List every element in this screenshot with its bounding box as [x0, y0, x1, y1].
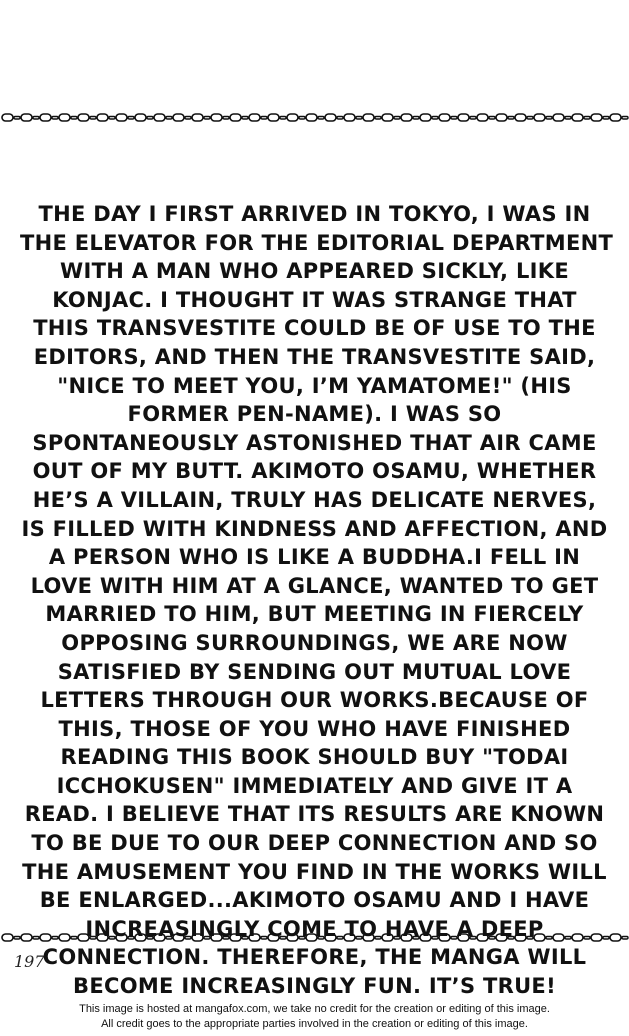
chain-link — [534, 934, 545, 941]
chain-link — [242, 117, 248, 120]
chain-link — [508, 937, 514, 940]
chain-link — [413, 937, 419, 940]
chain-link — [546, 117, 552, 120]
chain-link — [21, 934, 32, 941]
chain-link — [128, 937, 134, 940]
chain-link — [318, 937, 324, 940]
chain-divider-top — [0, 108, 629, 128]
chain-link — [204, 937, 210, 940]
body-line: HE’S A VILLAIN, TRULY HAS DELICATE NERVES, — [32, 487, 597, 512]
body-line: A PERSON WHO IS LIKE A BUDDHA.I FELL IN — [48, 545, 581, 570]
body-line: BECOME INCREASINGLY FUN. IT’S TRUE! — [73, 974, 556, 999]
chain-link — [565, 117, 571, 120]
chain-link — [90, 117, 96, 120]
chain-link — [325, 114, 336, 121]
chain-link — [325, 934, 336, 941]
chain-link — [489, 937, 495, 940]
chain-link — [261, 937, 267, 940]
chain-link — [154, 114, 165, 121]
chain-link — [128, 117, 134, 120]
chain-link — [477, 114, 488, 121]
chain-link — [14, 117, 20, 120]
chain-link — [622, 117, 628, 120]
body-line: INCREASINGLY COME TO HAVE A DEEP — [85, 916, 544, 941]
chain-link — [211, 934, 222, 941]
chain-link — [420, 934, 431, 941]
chain-link — [515, 114, 526, 121]
chain-link — [318, 117, 324, 120]
body-line: READING THIS BOOK SHOULD BUY "TODAI — [60, 745, 569, 770]
body-line: OPPOSING SURROUNDINGS, WE ARE NOW — [61, 630, 568, 655]
body-line: TO BE DUE TO OUR DEEP CONNECTION AND SO — [31, 831, 598, 856]
chain-link — [356, 937, 362, 940]
chain-link — [185, 937, 191, 940]
chain-link — [477, 934, 488, 941]
chain-link — [135, 114, 146, 121]
chain-link — [223, 117, 229, 120]
chain-link — [40, 934, 51, 941]
chain-link — [534, 114, 545, 121]
chain-link — [78, 114, 89, 121]
chain-link — [78, 934, 89, 941]
body-line: THE DAY I FIRST ARRIVED IN TOKYO, I WAS IN — [38, 202, 591, 226]
body-line: THE AMUSEMENT YOU FIND IN THE WORKS WILL — [22, 859, 607, 884]
chain-link — [591, 114, 602, 121]
chain-link — [109, 937, 115, 940]
chain-link — [173, 114, 184, 121]
chain-link — [622, 937, 628, 940]
chain-link — [470, 937, 476, 940]
chain-link — [432, 117, 438, 120]
chain-link — [242, 937, 248, 940]
chain-link — [515, 934, 526, 941]
chain-link — [135, 934, 146, 941]
chain-link — [192, 934, 203, 941]
chain-link — [401, 114, 412, 121]
chain-link — [458, 114, 469, 121]
chain-link — [52, 117, 58, 120]
chain-link — [173, 934, 184, 941]
body-line: READ. I BELIEVE THAT ITS RESULTS ARE KNOWN — [24, 802, 605, 827]
chain-link — [496, 934, 507, 941]
body-line: THE ELEVATOR FOR THE EDITORIAL DEPARTMENT — [20, 230, 614, 255]
chain-link — [52, 937, 58, 940]
chain-link — [375, 117, 381, 120]
chain-link — [71, 117, 77, 120]
chain-link — [439, 114, 450, 121]
chain-link — [154, 934, 165, 941]
chain-link — [572, 114, 583, 121]
chain-link — [572, 934, 583, 941]
chain-link — [496, 114, 507, 121]
chain-link — [470, 117, 476, 120]
chain-link — [553, 114, 564, 121]
chain-link — [230, 934, 241, 941]
credit-line: This image is hosted at mangafox.com, we take no credit for the creation or editing of this image. — [79, 1003, 550, 1015]
chain-link — [527, 937, 533, 940]
chain-link — [14, 937, 20, 940]
chain-link — [147, 117, 153, 120]
chain-link — [40, 114, 51, 121]
chain-link — [591, 934, 602, 941]
chain-link — [306, 114, 317, 121]
chain-link — [116, 934, 127, 941]
chain-link — [268, 934, 279, 941]
chain-link — [394, 937, 400, 940]
chain-link — [33, 117, 39, 120]
body-line: FORMER PEN-NAME). I WAS SO — [127, 402, 502, 427]
chain-link — [363, 934, 374, 941]
body-line: BE ENLARGED...AKIMOTO OSAMU AND I HAVE — [39, 888, 590, 913]
chain-link — [147, 937, 153, 940]
chain-link — [584, 117, 590, 120]
body-line: THIS, THOSE OF YOU WHO HAVE FINISHED — [58, 716, 571, 741]
chain-link — [97, 934, 108, 941]
chain-link — [90, 937, 96, 940]
chain-link — [2, 114, 13, 121]
chain-link — [299, 117, 305, 120]
body-line: SPONTANEOUSLY ASTONISHED THAT AIR CAME — [32, 430, 597, 455]
chain-link — [356, 117, 362, 120]
chain-link — [489, 117, 495, 120]
chain-link — [299, 937, 305, 940]
body-line: MARRIED TO HIM, BUT MEETING IN FIERCELY — [45, 602, 584, 627]
chain-link — [553, 934, 564, 941]
chain-link — [337, 937, 343, 940]
chain-link — [382, 114, 393, 121]
chain-link — [610, 934, 621, 941]
body-line: EDITORS, AND THEN THE TRANSVESTITE SAID, — [33, 344, 596, 369]
chain-link — [280, 117, 286, 120]
chain-link — [451, 117, 457, 120]
chain-link — [363, 114, 374, 121]
chain-link — [223, 937, 229, 940]
chain-link — [420, 114, 431, 121]
chain-link — [192, 114, 203, 121]
chain-link — [306, 934, 317, 941]
chain-link — [21, 114, 32, 121]
chain-link — [337, 117, 343, 120]
chain-link — [166, 937, 172, 940]
chain-link — [451, 937, 457, 940]
chain-link — [439, 934, 450, 941]
body-line: SATISFIED BY SENDING OUT MUTUAL LOVE — [57, 659, 572, 684]
chain-link — [59, 934, 70, 941]
chain-link — [2, 934, 13, 941]
chain-link — [565, 937, 571, 940]
chain-link — [280, 937, 286, 940]
chain-link — [287, 114, 298, 121]
chain-link — [344, 114, 355, 121]
chain-link — [97, 114, 108, 121]
chain-link — [382, 934, 393, 941]
chain-link — [610, 114, 621, 121]
body-line: THIS TRANSVESTITE COULD BE OF USE TO THE — [33, 316, 596, 341]
body-line: OUT OF MY BUTT. AKIMOTO OSAMU, WHETHER — [32, 459, 597, 484]
chain-link — [394, 117, 400, 120]
body-text — [20, 200, 614, 1001]
chain-link — [166, 117, 172, 120]
page-number: 197 — [14, 952, 45, 971]
chain-link — [527, 117, 533, 120]
chain-link — [116, 114, 127, 121]
chain-link — [71, 937, 77, 940]
body-line: LETTERS THROUGH OUR WORKS.BECAUSE OF — [40, 688, 589, 713]
body-line: "NICE TO MEET YOU, I’M YAMATOME!" (HIS — [57, 373, 572, 398]
chain-link — [584, 937, 590, 940]
body-line: CONNECTION. THEREFORE, THE MANGA WILL — [42, 945, 587, 970]
chain-link — [546, 937, 552, 940]
chain-divider-bottom — [0, 928, 629, 948]
chain-link — [413, 117, 419, 120]
chain-link — [249, 934, 260, 941]
body-line: IS FILLED WITH KINDNESS AND AFFECTION, AND — [21, 516, 608, 541]
chain-link — [344, 934, 355, 941]
chain-link — [375, 937, 381, 940]
body-line: WITH A MAN WHO APPEARED SICKLY, LIKE — [60, 259, 569, 284]
chain-link — [508, 117, 514, 120]
chain-link — [230, 114, 241, 121]
chain-link — [59, 114, 70, 121]
body-line: KONJAC. I THOUGHT IT WAS STRANGE THAT — [52, 287, 577, 312]
chain-link — [401, 934, 412, 941]
chain-link — [458, 934, 469, 941]
chain-link — [249, 114, 260, 121]
chain-link — [603, 117, 609, 120]
chain-link — [204, 117, 210, 120]
credit-line: All credit goes to the appropriate parties involved in the creation or editing of this image. — [101, 1018, 528, 1030]
chain-link — [287, 934, 298, 941]
chain-link — [211, 114, 222, 121]
body-line: LOVE WITH HIM AT A GLANCE, WANTED TO GET — [30, 573, 599, 598]
chain-link — [603, 937, 609, 940]
chain-link — [33, 937, 39, 940]
chain-link — [268, 114, 279, 121]
body-line: ICCHOKUSEN" IMMEDIATELY AND GIVE IT A — [56, 773, 573, 798]
chain-link — [109, 117, 115, 120]
chain-link — [432, 937, 438, 940]
chain-link — [261, 117, 267, 120]
chain-link — [185, 117, 191, 120]
